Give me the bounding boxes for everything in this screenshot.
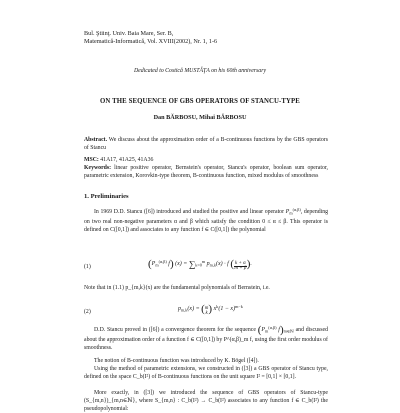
sequence-symbol: ($P_m^{(\alpha,\beta)}$ $f)_{m\in ℕ}$ bbox=[257, 324, 294, 336]
paragraph-1-start: In 1969 D.D. Stancu ([6]) introduced and studied the positive and linear operator bbox=[94, 209, 285, 215]
keywords-text: linear positive operator, Bernstein's operator, Stancu's operator, boolean sum operator, parametric extension, Korovkin-type theorem, B-continuous function, mixed modulus of smoothness bbox=[84, 165, 329, 180]
abstract-label: Abstract. bbox=[84, 137, 108, 143]
paragraph-1-end: , depending on two real non-negative parameters α and β which satisfy the condition 0 ≤ α ≤ β. This operator is defined on C([0,1]) and associates to any function f ∈ C([0,1]) the polynomial bbox=[84, 209, 329, 233]
section-heading-preliminaries: 1. Preliminaries bbox=[84, 193, 129, 200]
paragraph-3 bbox=[84, 324, 328, 352]
paragraph-6: More exactly, in ([3]) we introduced the sequence of GBS operators of Stancu-type (S_{m,n})_{m,n∈ℕ}, where S_{m,n} : C_b(I²) → C_b(I²) associates to any function f ∈ C_b(I²) the pseudopolynomial: bbox=[84, 390, 328, 413]
equation-2-number: (2) bbox=[84, 309, 91, 315]
keywords bbox=[84, 164, 328, 180]
msc-label: MSC: bbox=[84, 157, 99, 163]
paper-authors: Dan BĂRBOSU, Mihai BĂRBOSU bbox=[153, 114, 247, 121]
equation-2: $p_{m,k}(x) = (m$ k) $x^k(1 - x)^{m-k}$ bbox=[178, 303, 243, 316]
paragraph-2: Note that in (1.1) p_{m,k}(x) are the fundamental polynomials of Bernstein, i.e. bbox=[84, 285, 270, 291]
equation-1: ($P_m^{(\alpha,\beta)}$ f) $(x) = \sum_{k=0}^m$ $p_{m,k}(x) \cdot f$ (k + α m + β). bbox=[148, 258, 252, 271]
paragraph-1 bbox=[84, 206, 328, 234]
journal-header-line-1: Bul. Ştiinţ. Univ. Baia Mare, Ser. B, bbox=[84, 30, 174, 37]
msc-codes: 41A17, 41A25, 41A36 bbox=[100, 157, 154, 163]
paragraph-3-end: and discussed about the approximation order of a function f ∈ C([0,1]) by P^(α,β)_m f, using the first order modulus of smoothness. bbox=[84, 327, 328, 351]
dedication: Dedicated to Costică MUSTĂŢA on his 60th anniversary bbox=[133, 68, 267, 74]
paragraph-3-start: D.D. Stancu proved in ([6]) a convergence theorem for the sequence bbox=[94, 327, 256, 333]
equation-1-number: (1) bbox=[84, 264, 91, 270]
operator-symbol: $P_m^{(\alpha,\beta)}$ bbox=[285, 207, 301, 216]
paragraph-4: The notion of B-continuous function was introduced by K. Bögel ([4]). bbox=[94, 358, 259, 364]
paragraph-5: Using the method of parametric extensions, we constructed in ([3]) a GBS operator of Stancu type, defined on the space C_b(I²) of B-continuous functions on the unit square I² = [0,1] × [0,1]. bbox=[84, 366, 328, 381]
journal-header-line-2: Matematică-Informatică, Vol. XVIII(2002), Nr. 1, 1-6 bbox=[84, 38, 218, 45]
abstract-text: We discuss about the approximation order of a B-continuous functions by the GBS operators of Stancu bbox=[84, 137, 328, 152]
keywords-label: Keywords: bbox=[84, 165, 112, 171]
paper-title: ON THE SEQUENCE OF GBS OPERATORS OF STANCU-TYPE bbox=[100, 98, 300, 105]
msc-line bbox=[84, 156, 328, 164]
abstract bbox=[84, 136, 328, 152]
